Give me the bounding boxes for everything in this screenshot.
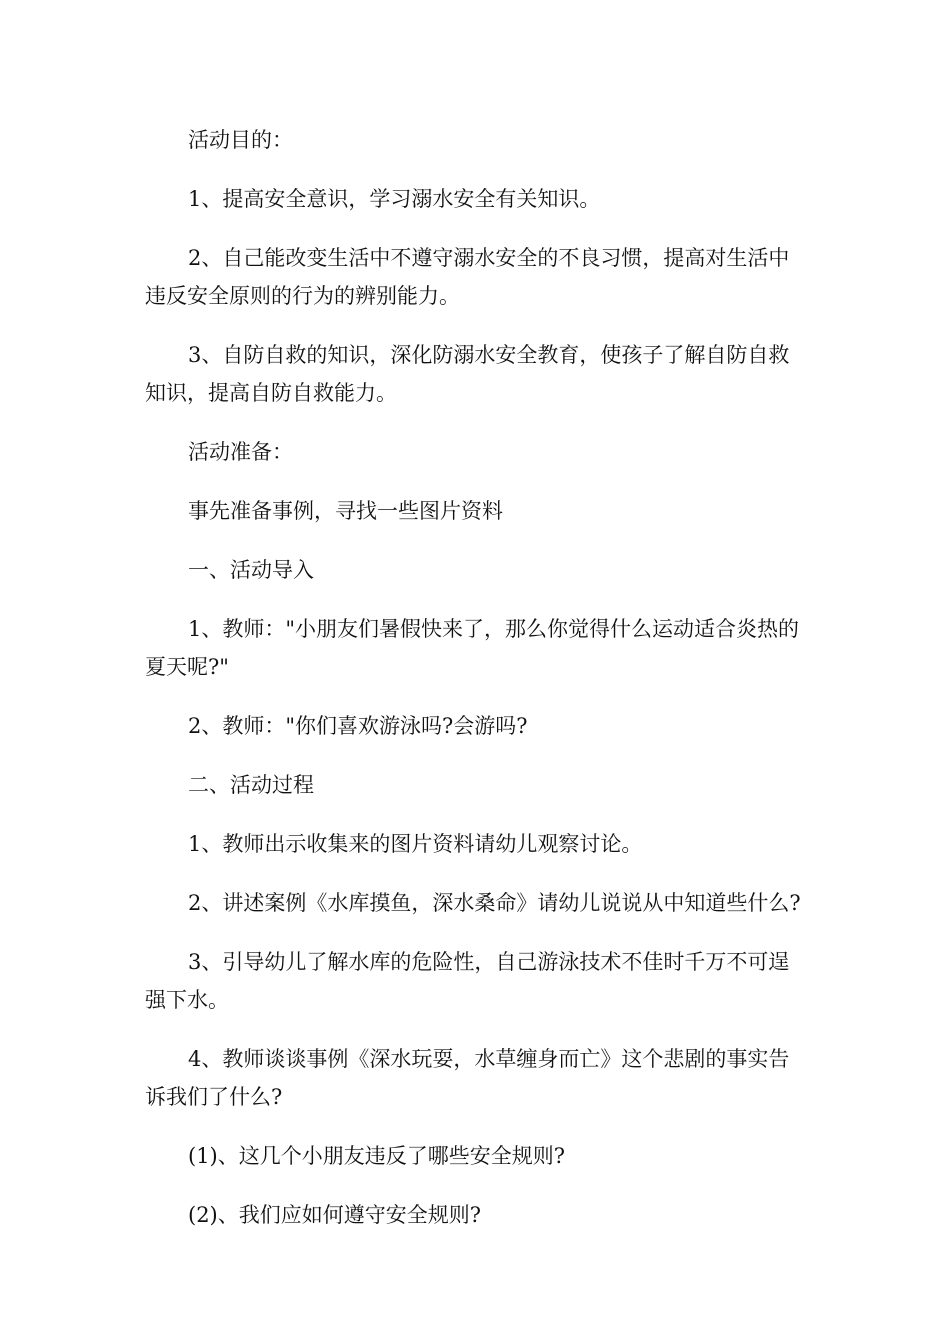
question-item-1: (1)、这几个小朋友违反了哪些安全规则?: [188, 1144, 566, 1168]
objective-item-3: 3、自防自救的知识，深化防溺水安全教育，使孩子了解自防自救知识，提高自防自救能力。: [145, 343, 790, 405]
section-heading-preparation: 活动准备：: [188, 440, 293, 464]
objective-item-1: 1、提高安全意识，学习溺水安全有关知识。: [188, 187, 601, 211]
section-heading-intro: 一、活动导入: [188, 558, 314, 582]
document-body: [145, 121, 810, 1255]
question-item-2: (2)、我们应如何遵守安全规则?: [188, 1203, 482, 1227]
intro-item-2: 2、教师："你们喜欢游泳吗?会游吗?: [188, 714, 528, 738]
process-item-4: 4、教师谈谈事例《深水玩耍，水草缠身而亡》这个悲剧的事实告诉我们了什么?: [145, 1047, 790, 1109]
preparation-text: 事先准备事例，寻找一些图片资料: [188, 499, 503, 523]
objective-item-2: 2、自己能改变生活中不遵守溺水安全的不良习惯，提高对生活中违反安全原则的行为的辨别能力。: [145, 246, 790, 308]
section-heading-process: 二、活动过程: [188, 773, 314, 797]
section-heading-objectives: 活动目的：: [188, 128, 293, 152]
process-item-1: 1、教师出示收集来的图片资料请幼儿观察讨论。: [188, 832, 643, 856]
process-item-3: 3、引导幼儿了解水库的危险性，自己游泳技术不佳时千万不可逞强下水。: [145, 950, 790, 1012]
intro-item-1: 1、教师："小朋友们暑假快来了，那么你觉得什么运动适合炎热的夏天呢?": [145, 617, 800, 679]
process-item-2: 2、讲述案例《水库摸鱼，深水桑命》请幼儿说说从中知道些什么?: [188, 891, 801, 915]
